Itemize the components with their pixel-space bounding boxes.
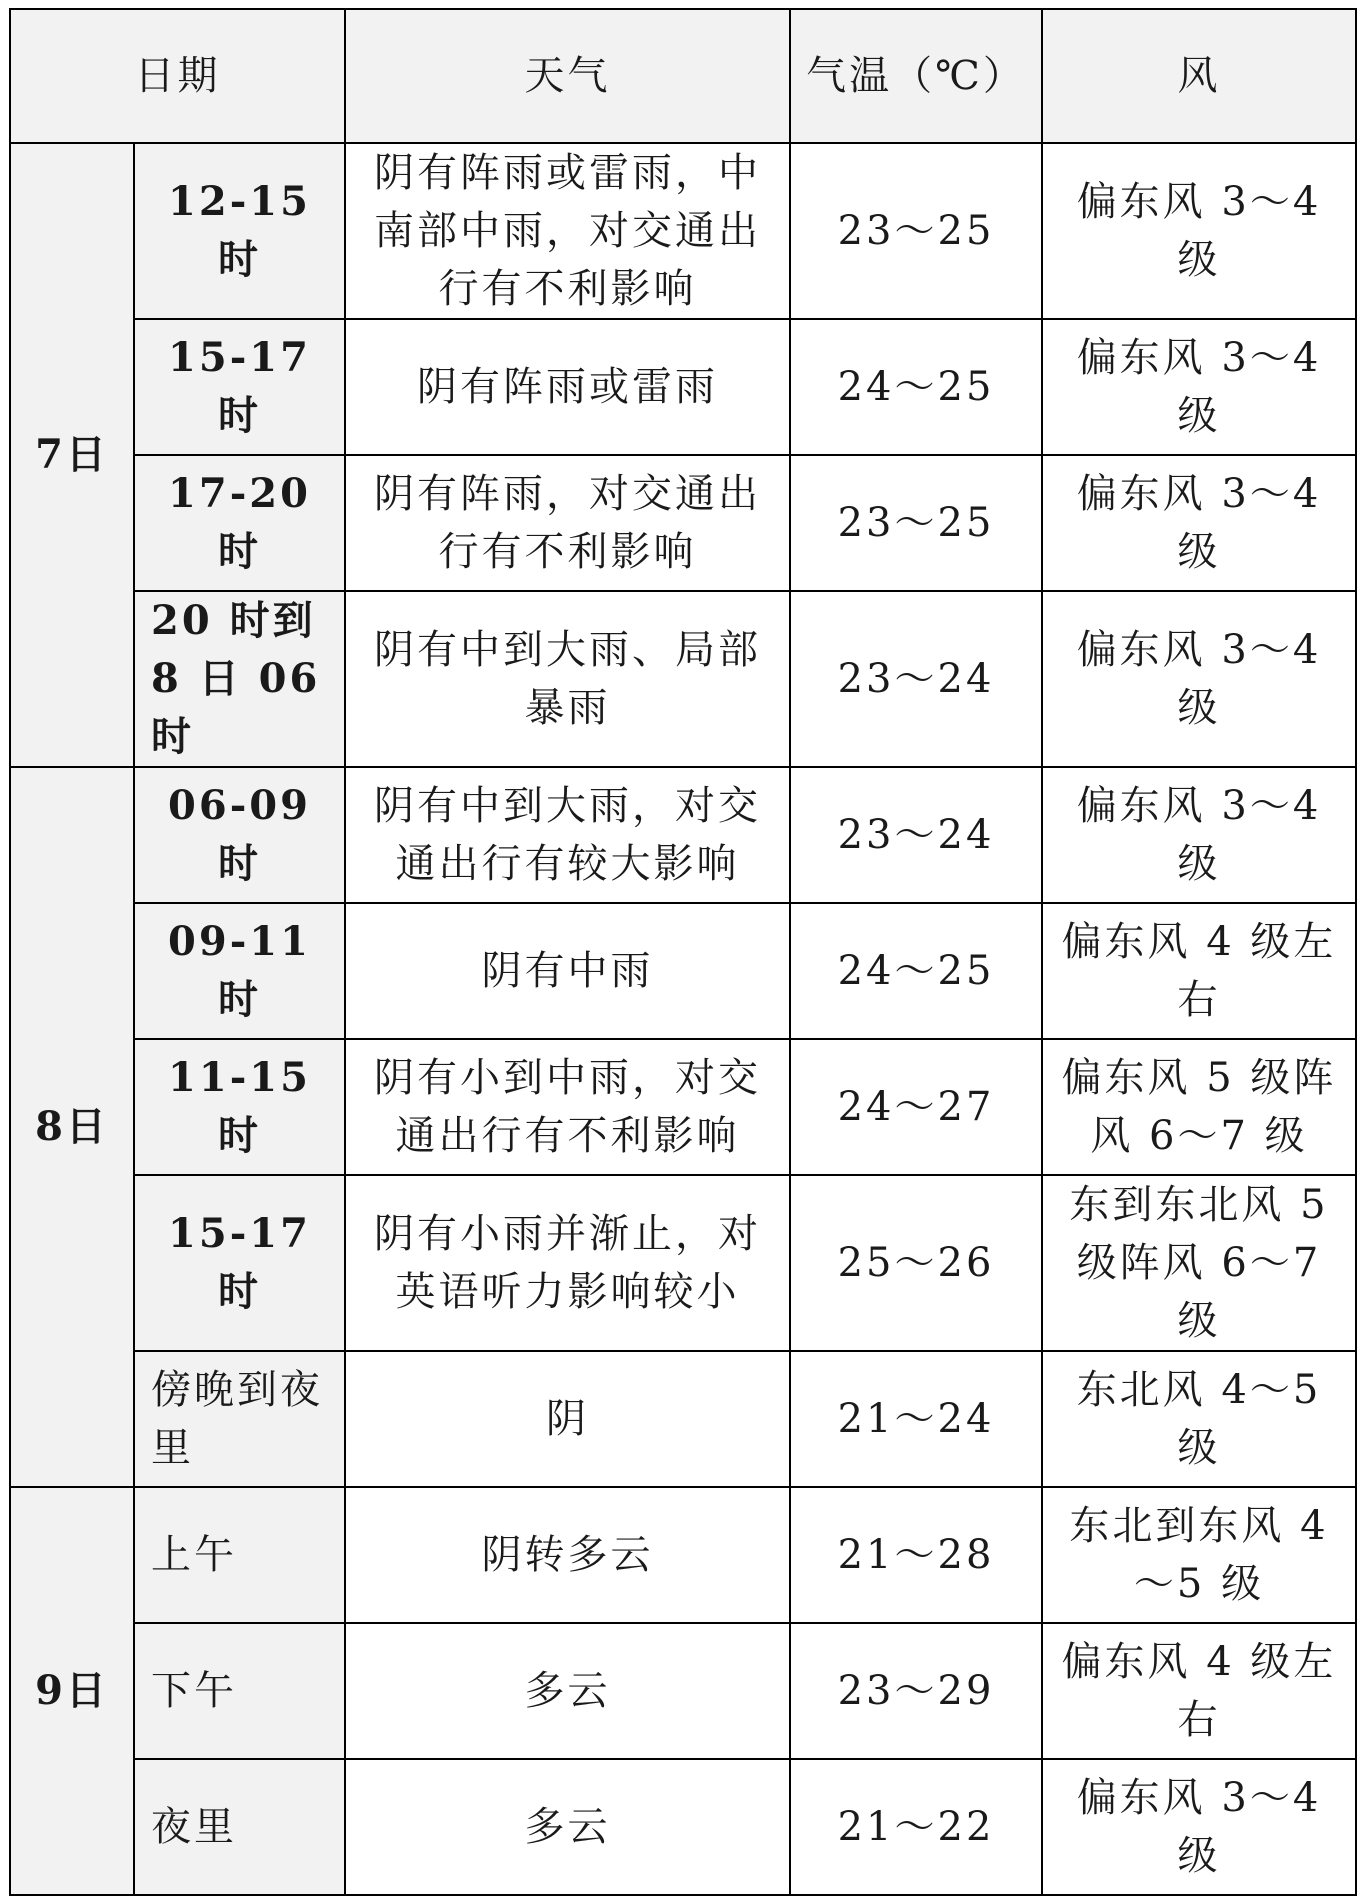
wind-cell: 偏东风 3～4 级	[1042, 143, 1356, 319]
table-row	[10, 1759, 1356, 1895]
wind-cell: 偏东风 4 级左右	[1042, 1623, 1356, 1759]
time-cell: 12-15 时	[134, 143, 345, 319]
weather-cell: 阴有中到大雨、局部暴雨	[345, 591, 790, 767]
temp-cell: 21～24	[790, 1351, 1042, 1487]
weather-forecast-table	[9, 8, 1357, 1896]
header-wind: 风	[1042, 9, 1356, 143]
temp-cell: 23～29	[790, 1623, 1042, 1759]
table-row	[10, 1039, 1356, 1175]
temp-cell: 25～26	[790, 1175, 1042, 1351]
table-row	[10, 143, 1356, 319]
temp-cell: 21～22	[790, 1759, 1042, 1895]
wind-cell: 偏东风 3～4 级	[1042, 319, 1356, 455]
time-cell: 17-20 时	[134, 455, 345, 591]
temp-cell: 24～27	[790, 1039, 1042, 1175]
wind-cell: 东北到东风 4～5 级	[1042, 1487, 1356, 1623]
day-cell: 7日	[10, 143, 134, 767]
day-cell: 9日	[10, 1487, 134, 1895]
weather-cell: 阴有中到大雨，对交通出行有较大影响	[345, 767, 790, 903]
time-cell: 11-15 时	[134, 1039, 345, 1175]
weather-cell: 阴有小雨并渐止，对英语听力影响较小	[345, 1175, 790, 1351]
weather-cell: 多云	[345, 1623, 790, 1759]
table-row	[10, 1175, 1356, 1351]
table-row	[10, 1351, 1356, 1487]
time-cell: 傍晚到夜里	[134, 1351, 345, 1487]
header-date: 日期	[10, 9, 345, 143]
table-row	[10, 1623, 1356, 1759]
wind-cell: 偏东风 3～4 级	[1042, 767, 1356, 903]
header-weather: 天气	[345, 9, 790, 143]
table-row	[10, 1487, 1356, 1623]
weather-cell: 阴有中雨	[345, 903, 790, 1039]
header-temp: 气温（℃）	[790, 9, 1042, 143]
wind-cell: 偏东风 3～4 级	[1042, 455, 1356, 591]
day-cell: 8日	[10, 767, 134, 1487]
wind-cell: 偏东风 3～4 级	[1042, 1759, 1356, 1895]
wind-cell: 东到东北风 5 级阵风 6～7 级	[1042, 1175, 1356, 1351]
time-cell: 上午	[134, 1487, 345, 1623]
time-cell: 15-17 时	[134, 1175, 345, 1351]
weather-cell: 阴转多云	[345, 1487, 790, 1623]
table-row	[10, 591, 1356, 767]
wind-cell: 偏东风 4 级左右	[1042, 903, 1356, 1039]
wind-cell: 偏东风 3～4 级	[1042, 591, 1356, 767]
time-cell: 下午	[134, 1623, 345, 1759]
wind-cell: 偏东风 5 级阵风 6～7 级	[1042, 1039, 1356, 1175]
temp-cell: 23～25	[790, 455, 1042, 591]
temp-cell: 23～25	[790, 143, 1042, 319]
temp-cell: 24～25	[790, 319, 1042, 455]
weather-cell: 阴有阵雨或雷雨，中南部中雨，对交通出行有不利影响	[345, 143, 790, 319]
time-cell: 夜里	[134, 1759, 345, 1895]
weather-cell: 阴有小到中雨，对交通出行有不利影响	[345, 1039, 790, 1175]
table-row	[10, 767, 1356, 903]
weather-cell: 阴	[345, 1351, 790, 1487]
table-row	[10, 319, 1356, 455]
time-cell: 09-11 时	[134, 903, 345, 1039]
header-row	[10, 9, 1356, 143]
weather-cell: 阴有阵雨，对交通出行有不利影响	[345, 455, 790, 591]
temp-cell: 23～24	[790, 767, 1042, 903]
wind-cell: 东北风 4～5 级	[1042, 1351, 1356, 1487]
table-row	[10, 903, 1356, 1039]
time-cell: 20 时到 8 日 06 时	[134, 591, 345, 767]
temp-cell: 23～24	[790, 591, 1042, 767]
time-cell: 15-17 时	[134, 319, 345, 455]
table-row	[10, 455, 1356, 591]
temp-cell: 21～28	[790, 1487, 1042, 1623]
temp-cell: 24～25	[790, 903, 1042, 1039]
time-cell: 06-09 时	[134, 767, 345, 903]
weather-cell: 多云	[345, 1759, 790, 1895]
weather-cell: 阴有阵雨或雷雨	[345, 319, 790, 455]
